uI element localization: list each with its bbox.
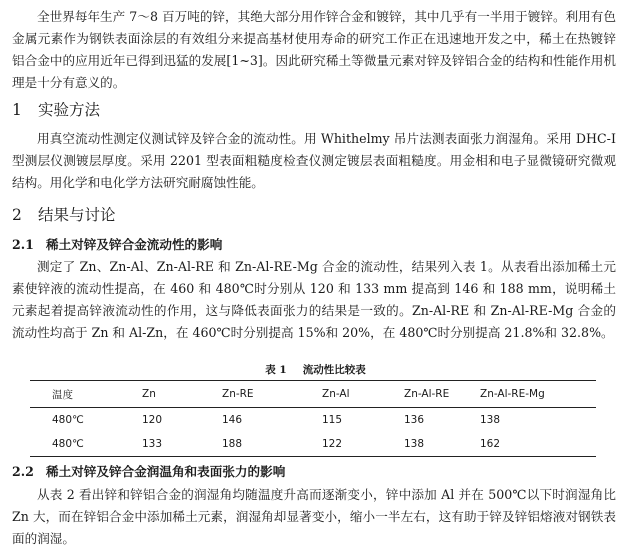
section-number: 1 — [12, 101, 22, 119]
table-cell: 146 — [222, 414, 243, 426]
table-caption — [0, 363, 631, 377]
subsection-number: 2.2 — [12, 464, 34, 479]
column-header: Zn-RE — [222, 388, 254, 400]
table-cell: 120 — [142, 414, 163, 426]
column-header: 温度 — [52, 388, 73, 401]
section-title: 实验方法 — [38, 101, 101, 119]
subsection-heading-2-2 — [12, 463, 285, 481]
table-cell: 122 — [322, 438, 343, 450]
section-number: 2 — [12, 206, 22, 224]
section-heading-methods — [12, 100, 100, 120]
column-header: Zn-Al — [322, 388, 350, 400]
column-header: Zn — [142, 388, 156, 400]
table-cell: 138 — [404, 438, 425, 450]
table-cell: 480℃ — [52, 438, 84, 450]
section-title: 结果与讨论 — [38, 206, 116, 224]
table-row — [30, 408, 596, 433]
subsection-title: 稀土对锌及锌合金流动性的影响 — [46, 237, 223, 252]
fluidity-table — [30, 380, 596, 457]
table-header-row — [30, 381, 596, 408]
table-label: 表 1 — [265, 364, 287, 376]
section-heading-results — [12, 205, 116, 225]
table-cell: 133 — [142, 438, 163, 450]
table-cell: 188 — [222, 438, 243, 450]
table-cell: 162 — [480, 438, 501, 450]
methods-paragraph: 用真空流动性测定仪测试锌及锌合金的流动性。用 Whithelmy 吊片法测表面张力润湿角。采用 DHC-Ⅰ型测层仪测镀层厚度。采用 2201 型表面粗糙度检查仪测定镀层表面粗糙度。用金相和电子显微镜研究微观结构。用化学和电化学方法研究耐腐蚀性能。 — [12, 131, 616, 190]
subsection-heading-2-1 — [12, 236, 222, 254]
subsection-number: 2.1 — [12, 237, 34, 252]
column-header: Zn-Al-RE — [404, 388, 450, 400]
results-paragraph-2-2: 从表 2 看出锌和锌铝合金的润湿角均随温度升高而逐渐变小，锌中添加 Al 并在 500℃以下时润湿角比 Zn 大，而在锌铝合金中添加稀土元素，润湿角却显著变小，缩小一半左右，这有助于锌及锌铝熔液对钢铁表面的润湿。 — [12, 487, 616, 546]
table-caption-text: 流动性比较表 — [302, 364, 366, 376]
table-cell: 138 — [480, 414, 501, 426]
subsection-title: 稀土对锌及锌合金润温角和表面张力的影响 — [46, 464, 286, 479]
table-cell: 136 — [404, 414, 425, 426]
table-cell: 115 — [322, 414, 343, 426]
results-paragraph-2-1: 测定了 Zn、Zn-Al、Zn-Al-RE 和 Zn-Al-RE-Mg 合金的流动性，结果列入表 1。从表看出添加稀土元素使锌液的流动性提高，在 460 和 480℃时分别从 120 和 133 mm 提高到 146 和 188 mm，说明稀土元素起着提高锌液流动性的作用，这与降低表面张力的结果是一致的。Zn-Al-RE 和 Zn-Al-RE-Mg 合金的流动性均高于 Zn 和 Al-Zn，在 460℃时分别提高 15%和 20%，在 480℃时分别提高 21.8%和 32.8%。 — [12, 259, 616, 340]
column-header: Zn-Al-RE-Mg — [480, 388, 545, 400]
table-cell: 480℃ — [52, 414, 84, 426]
table-row — [30, 432, 596, 457]
intro-paragraph: 全世界每年生产 7～8 百万吨的锌，其绝大部分用作锌合金和镀锌，其中几乎有一半用于镀锌。利用有色金属元素作为钢铁表面涂层的有效组分来提高基材使用寿命的研究工作正在迅速地开发之中，稀土在热镀锌铝合金中的应用近年已得到迅猛的发展[1~3]。因此研究稀土等微量元素对锌及锌铝合金的结构和性能作用机理是十分有意义的。 — [12, 9, 616, 90]
